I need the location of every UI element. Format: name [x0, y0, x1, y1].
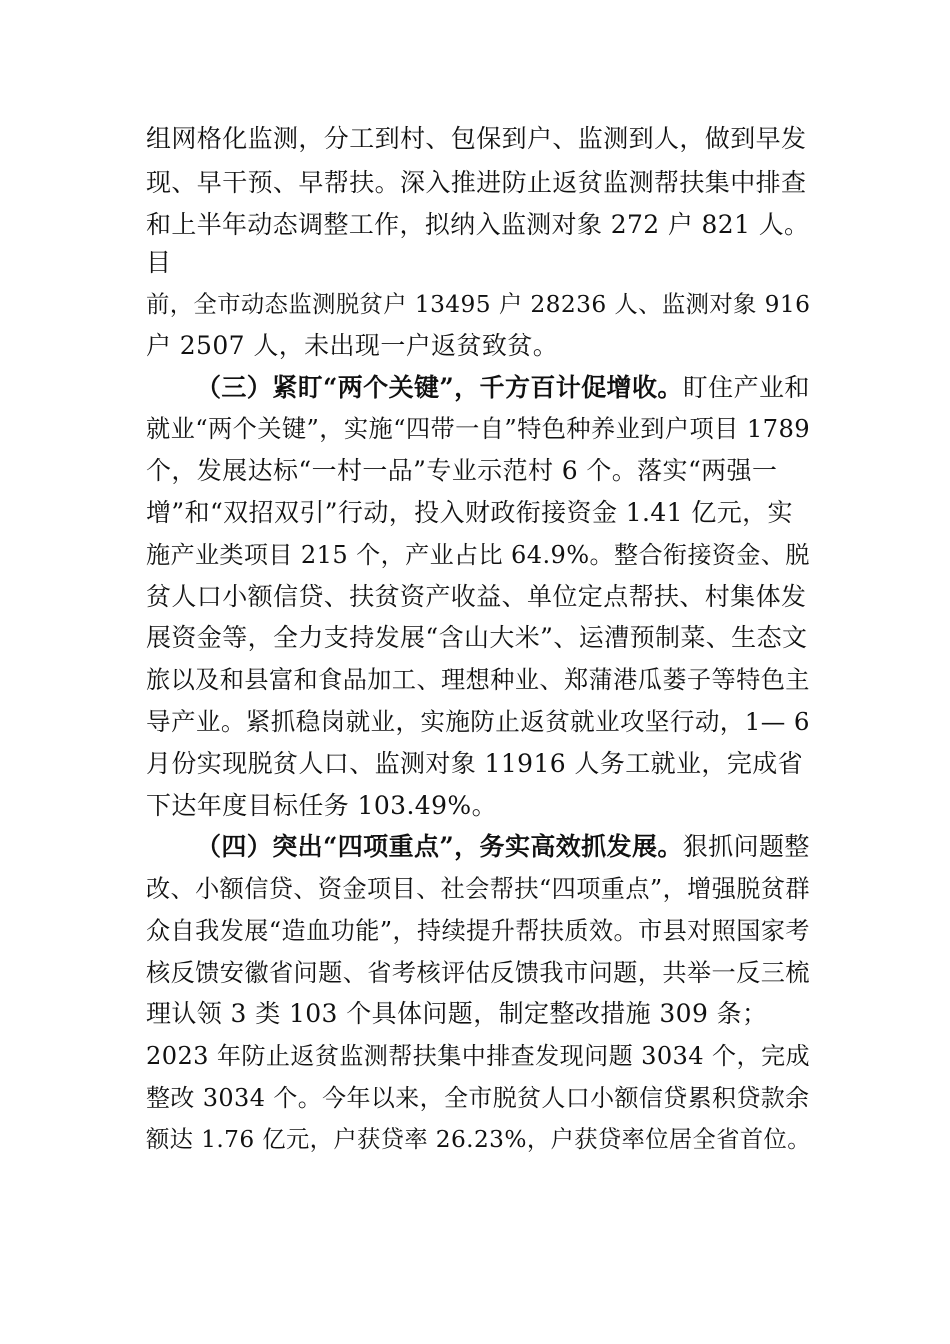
section-4-heading: （四）突出“四项重点”，务实高效抓发展。 [196, 832, 683, 861]
paragraph-line: 展资金等，全力支持发展“含山大米”、运漕预制菜、生态文 [146, 623, 808, 652]
paragraph-line: 和上半年动态调整工作，拟纳入监测对象 272 户 821 人。 [146, 210, 810, 239]
paragraph-line: 理认领 3 类 103 个具体问题，制定整改措施 309 条； [146, 999, 768, 1028]
section-3-first-line [196, 373, 810, 403]
paragraph-line: 贫人口小额信贷、扶贫资产收益、单位定点帮扶、村集体发 [146, 582, 807, 611]
paragraph-line: 改、小额信贷、资金项目、社会帮扶“四项重点”，增强脱贫群 [146, 875, 810, 903]
section-4-text: 狠抓问题整 [682, 832, 810, 861]
paragraph-line: 目 [146, 248, 172, 277]
paragraph-line: 核反馈安徽省问题、省考核评估反馈我市问题，共举一反三梳 [146, 959, 810, 987]
section-3-text: 盯住产业和 [682, 373, 810, 402]
paragraph-line: 2023 年防止返贫监测帮扶集中排查发现问题 3034 个，完成 [146, 1042, 810, 1070]
paragraph-line: 就业“两个关键”，实施“四带一自”特色种养业到户项目 1789 [146, 415, 811, 443]
paragraph-line: 导产业。紧抓稳岗就业，实施防止返贫就业攻坚行动，1— 6 [146, 707, 810, 736]
paragraph-line: 户 2507 人，未出现一户返贫致贫。 [146, 331, 559, 360]
paragraph-line: 额达 1.76 亿元，户获贷率 26.23%，户获贷率位居全省首位。 [146, 1126, 811, 1153]
section-4-first-line [196, 832, 810, 862]
paragraph-line: 月份实现脱贫人口、监测对象 11916 人务工就业，完成省 [146, 749, 804, 778]
paragraph-line: 下达年度目标任务 103.49%。 [146, 791, 497, 820]
paragraph-line: 整改 3034 个。今年以来，全市脱贫人口小额信贷累积贷款余 [146, 1084, 810, 1112]
paragraph-line: 现、早干预、早帮扶。深入推进防止返贫监测帮扶集中排查 [146, 168, 807, 197]
section-3-heading: （三）紧盯“两个关键”，千方百计促增收。 [196, 373, 683, 402]
paragraph-line: 众自我发展“造血功能”，持续提升帮扶质效。市县对照国家考 [146, 917, 810, 945]
paragraph-line: 增”和“双招双引”行动，投入财政衔接资金 1.41 亿元，实 [146, 498, 793, 527]
paragraph-line: 旅以及和县富和食品加工、理想种业、郑蒲港瓜蒌子等特色主 [146, 666, 810, 694]
paragraph-line: 施产业类项目 215 个，产业占比 64.9%。整合衔接资金、脱 [146, 541, 810, 569]
paragraph-line: 个，发展达标“一村一品”专业示范村 6 个。落实“两强一 [146, 456, 778, 485]
paragraph-line: 组网格化监测，分工到村、包保到户、监测到人，做到早发 [146, 124, 807, 153]
paragraph-line: 前，全市动态监测脱贫户 13495 户 28236 人、监测对象 916 [146, 290, 811, 318]
